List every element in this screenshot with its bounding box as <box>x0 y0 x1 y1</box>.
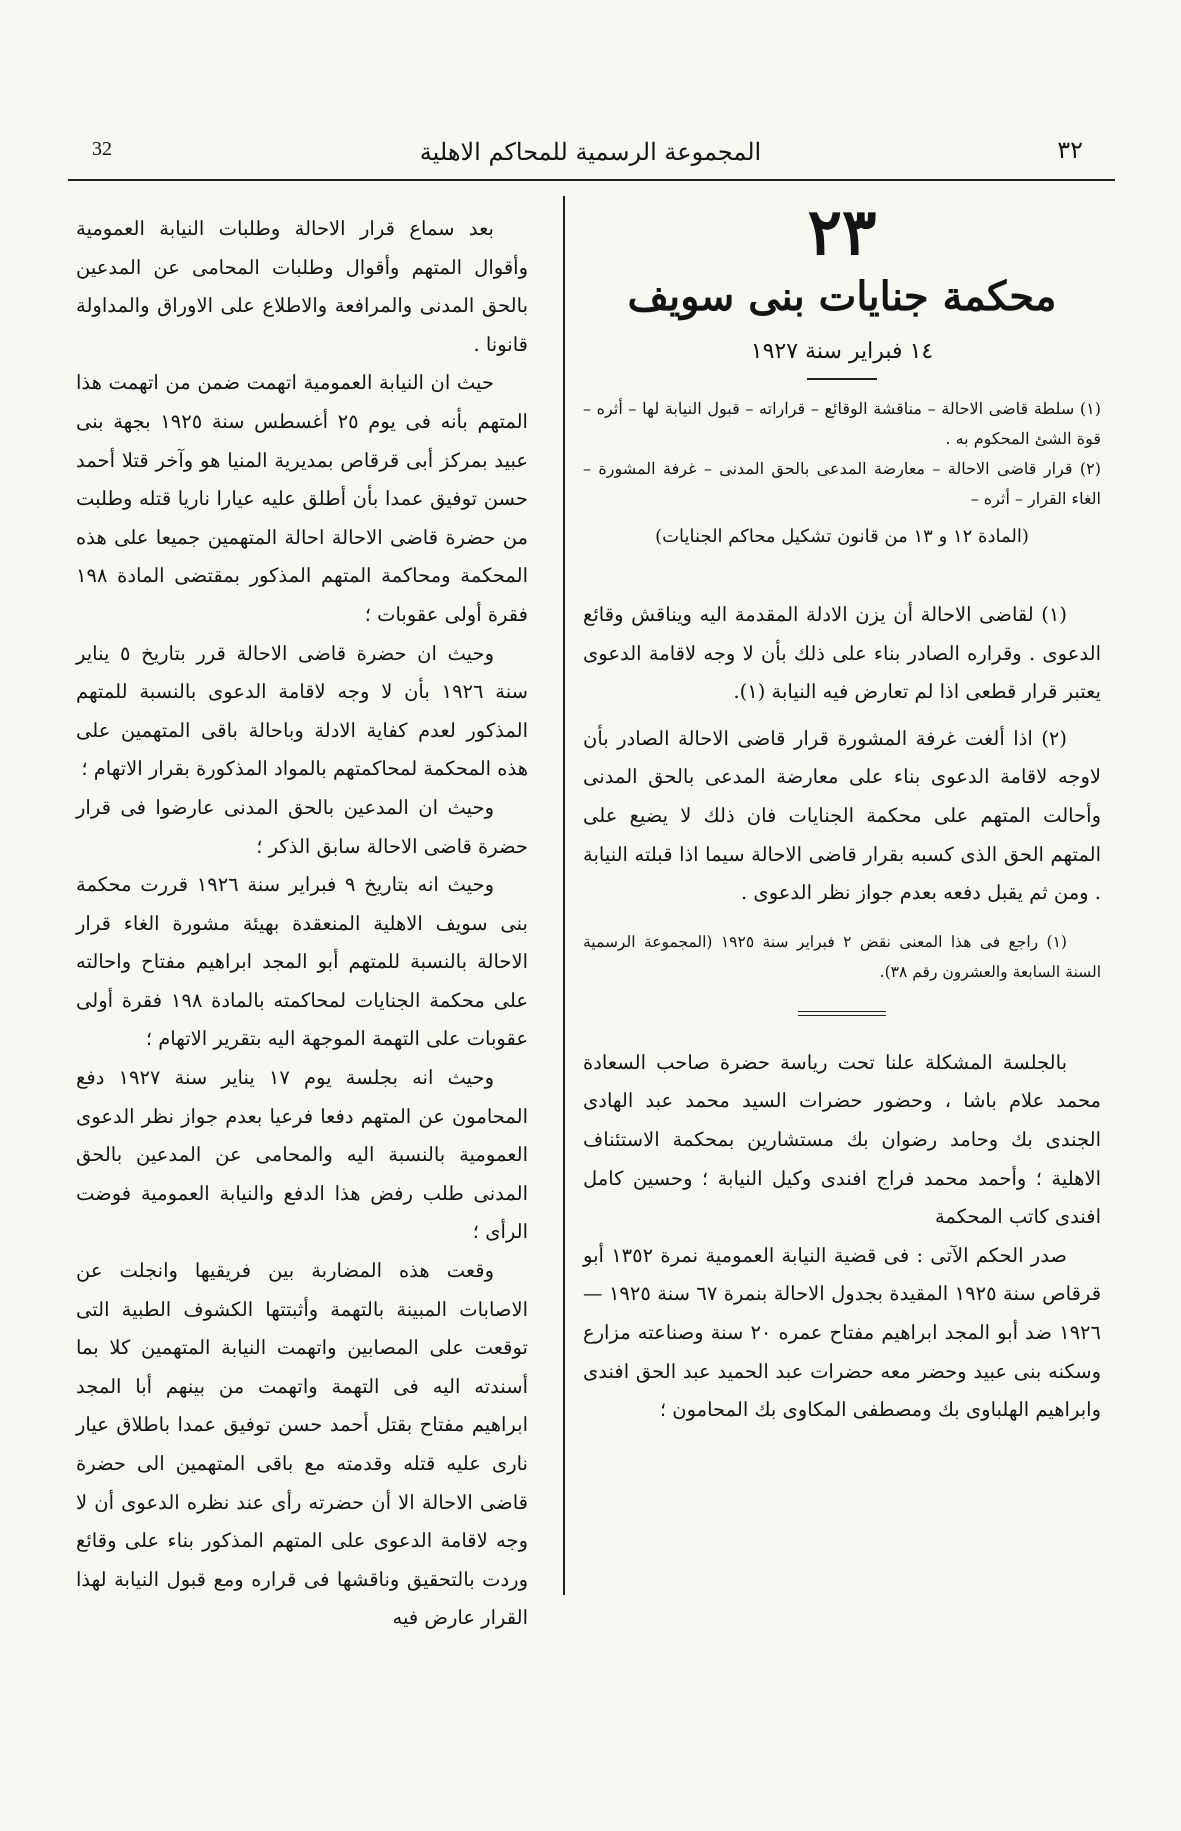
running-title: المجموعة الرسمية للمحاكم الاهلية <box>419 138 762 166</box>
case-summary <box>583 394 1101 514</box>
holdings <box>583 596 1101 913</box>
body-paragraph: حيث ان النيابة العمومية اتهمت ضمن من اتهمت هذا المتهم بأنه فى يوم ٢٥ أغسطس سنة ١٩٢٥ بجهة بنى عبيد بمركز أبى قرقاص بمديرية المنيا هو وآخر قتلا أحمد حسن توفيق عمدا بأن أطلق عليه عيارا ناريا قتله وطلبت من حضرة قاضى الاحالة احالة المتهمين جميعا على هذه المحكمة ومحاكمة المتهم المذكور بمقتضى المادة ١٩٨ فقرة أولى عقوبات ؛ <box>76 371 528 626</box>
holding-item: (٢) اذا ألغت غرفة المشورة قرار قاضى الاحالة الصادر بأن لاوجه لاقامة الدعوى بناء على معارضة المدعى بالحق المدنى وأحالت المتهم على محكمة الجنايات فان ذلك لا يضيع على المتهم الحق الذى كسبه بقرار قاضى الاحالة سيما اذا قبلته النيابة . ومن ثم يقبل دفعه بعدم جواز نظر الدعوى . <box>583 726 1101 905</box>
holding-item: (١) لقاضى الاحالة أن يزن الادلة المقدمة اليه ويناقش وقائع الدعوى . وقراره الصادر بناء على ذلك بأن لا وجه لاقامة الدعوى يعتبر قرار قطعى اذا لم تعارض فيه النيابة (١). <box>583 603 1101 704</box>
column-divider <box>563 196 565 1595</box>
summary-item: (١) سلطة قاضى الاحالة – مناقشة الوقائع – قراراته – قبول النيابة لها – أثره – قوة الشئ المحكوم به . <box>583 399 1101 448</box>
page-header <box>70 132 1111 172</box>
right-column <box>583 195 1102 1430</box>
body-paragraph: وحيث ان المدعين بالحق المدنى عارضوا فى قرار حضرة قاضى الاحالة سابق الذكر ؛ <box>76 795 528 858</box>
judgment-date: ١٤ فبراير سنة ١٩٢٧ <box>750 339 934 364</box>
statute-reference: (المادة ١٢ و ١٣ من قانون تشكيل محاكم الجنايات) <box>655 526 1029 547</box>
page-number-latin: 32 <box>92 138 112 160</box>
divider <box>807 378 877 380</box>
body-paragraph: وحيث ان حضرة قاضى الاحالة قرر بتاريخ ٥ يناير سنة ١٩٢٦ بأن لا وجه لاقامة الدعوى بالنسبة للمتهم المذكور لعدم كفاية الادلة وباحالة باقى المتهمين على هذه المحكمة لمحاكمتهم بالمواد المذكورة بقرار الاتهام ؛ <box>76 641 528 781</box>
footnote: (١) راجع فى هذا المعنى نقض ٢ فبراير سنة ١٩٢٥ (المجموعة الرسمية السنة السابعة والعشرون رقم ٣٨). <box>583 932 1101 981</box>
body-paragraph: وقعت هذه المضاربة بين فريقيها وانجلت عن الاصابات المبينة بالتهمة وأثبتتها الكشوف الطبية التى توقعت على المصابين واتهمت النيابة المتهمين كلا بما أسندته اليه فى التهمة واتهمت من بينهم أبا المجد ابراهيم مفتاح بقتل أحمد حسن توفيق عمدا باطلاق عيار نارى عليه قتله وقدمته مع باقى المتهمين الى حضرة قاضى الاحالة الا أن حضرته رأى عند نظره الدعوى أن لا وجه لاقامة الدعوى على المتهم المذكور بناء على وقائع وردت بالتحقيق وناقشها فى قراره ومع قبول النيابة لهذا القرار عارض فيه <box>76 1259 528 1630</box>
left-column <box>76 210 528 1638</box>
body-paragraph: وحيث انه بتاريخ ٩ فبراير سنة ١٩٢٦ قررت محكمة بنى سويف الاهلية المنعقدة بهيئة مشورة الغاء قرار الاحالة بالنسبة للمتهم أبو المجد ابراهيم مفتاح واحالته على محكمة الجنايات لمحاكمته بالمادة ١٩٨ فقرة أولى عقوبات على التهمة الموجهة اليه بتقرير الاتهام ؛ <box>76 873 528 1051</box>
page-number-arabic: ٣٢ <box>1057 136 1083 164</box>
body-paragraph: بالجلسة المشكلة علنا تحت رياسة حضرة صاحب السعادة محمد علام باشا ، وحضور حضرات السيد محمد عبد الهادى الجندى بك وحامد رضوان بك مستشارين بمحكمة الاستئناف الاهلية ؛ وأحمد محمد فراج افندى وكيل النيابة ؛ وحسين كامل افندى كاتب المحكمة <box>583 1050 1101 1229</box>
section-divider <box>798 1011 886 1016</box>
body-paragraph: بعد سماع قرار الاحالة وطلبات النيابة العمومية وأقوال المتهم وأقوال وطلبات المحامى عن المدعين بالحق المدنى والمرافعة والاطلاع على الاوراق والمداولة قانونا . <box>76 217 528 356</box>
case-number: ٢٣ <box>807 195 877 270</box>
body-paragraph: وحيث انه بجلسة يوم ١٧ يناير سنة ١٩٢٧ دفع المحامون عن المتهم دفعا فرعيا بعدم جواز نظر الدعوى العمومية بالنسبة اليه والمحامى عن المدعين بالحق المدنى طلب رفض هذا الدفع والنيابة العمومية فوضت الرأى ؛ <box>76 1066 528 1244</box>
body-paragraph: صدر الحكم الآتى : فى قضية النيابة العمومية نمرة ١٣٥٢ أبو قرقاص سنة ١٩٢٥ المقيدة بجدول الاحالة بنمرة ٦٧ سنة ١٩٢٥ — ١٩٢٦ ضد أبو المجد ابراهيم مفتاح عمره ٢٠ سنة وصناعته مزارع وسكنه بنى عبيد وحضر معه حضرات عبد الحميد عبد الحق افندى وابراهيم الهلباوى بك ومصطفى المكاوى بك المحامون ؛ <box>583 1243 1102 1422</box>
header-rule <box>68 179 1115 181</box>
court-name: محكمة جنايات بنى سويف <box>627 273 1057 320</box>
summary-item: (٢) قرار قاضى الاحالة – معارضة المدعى بالحق المدنى – غرفة المشورة – الغاء القرار – أثره – <box>583 459 1101 508</box>
